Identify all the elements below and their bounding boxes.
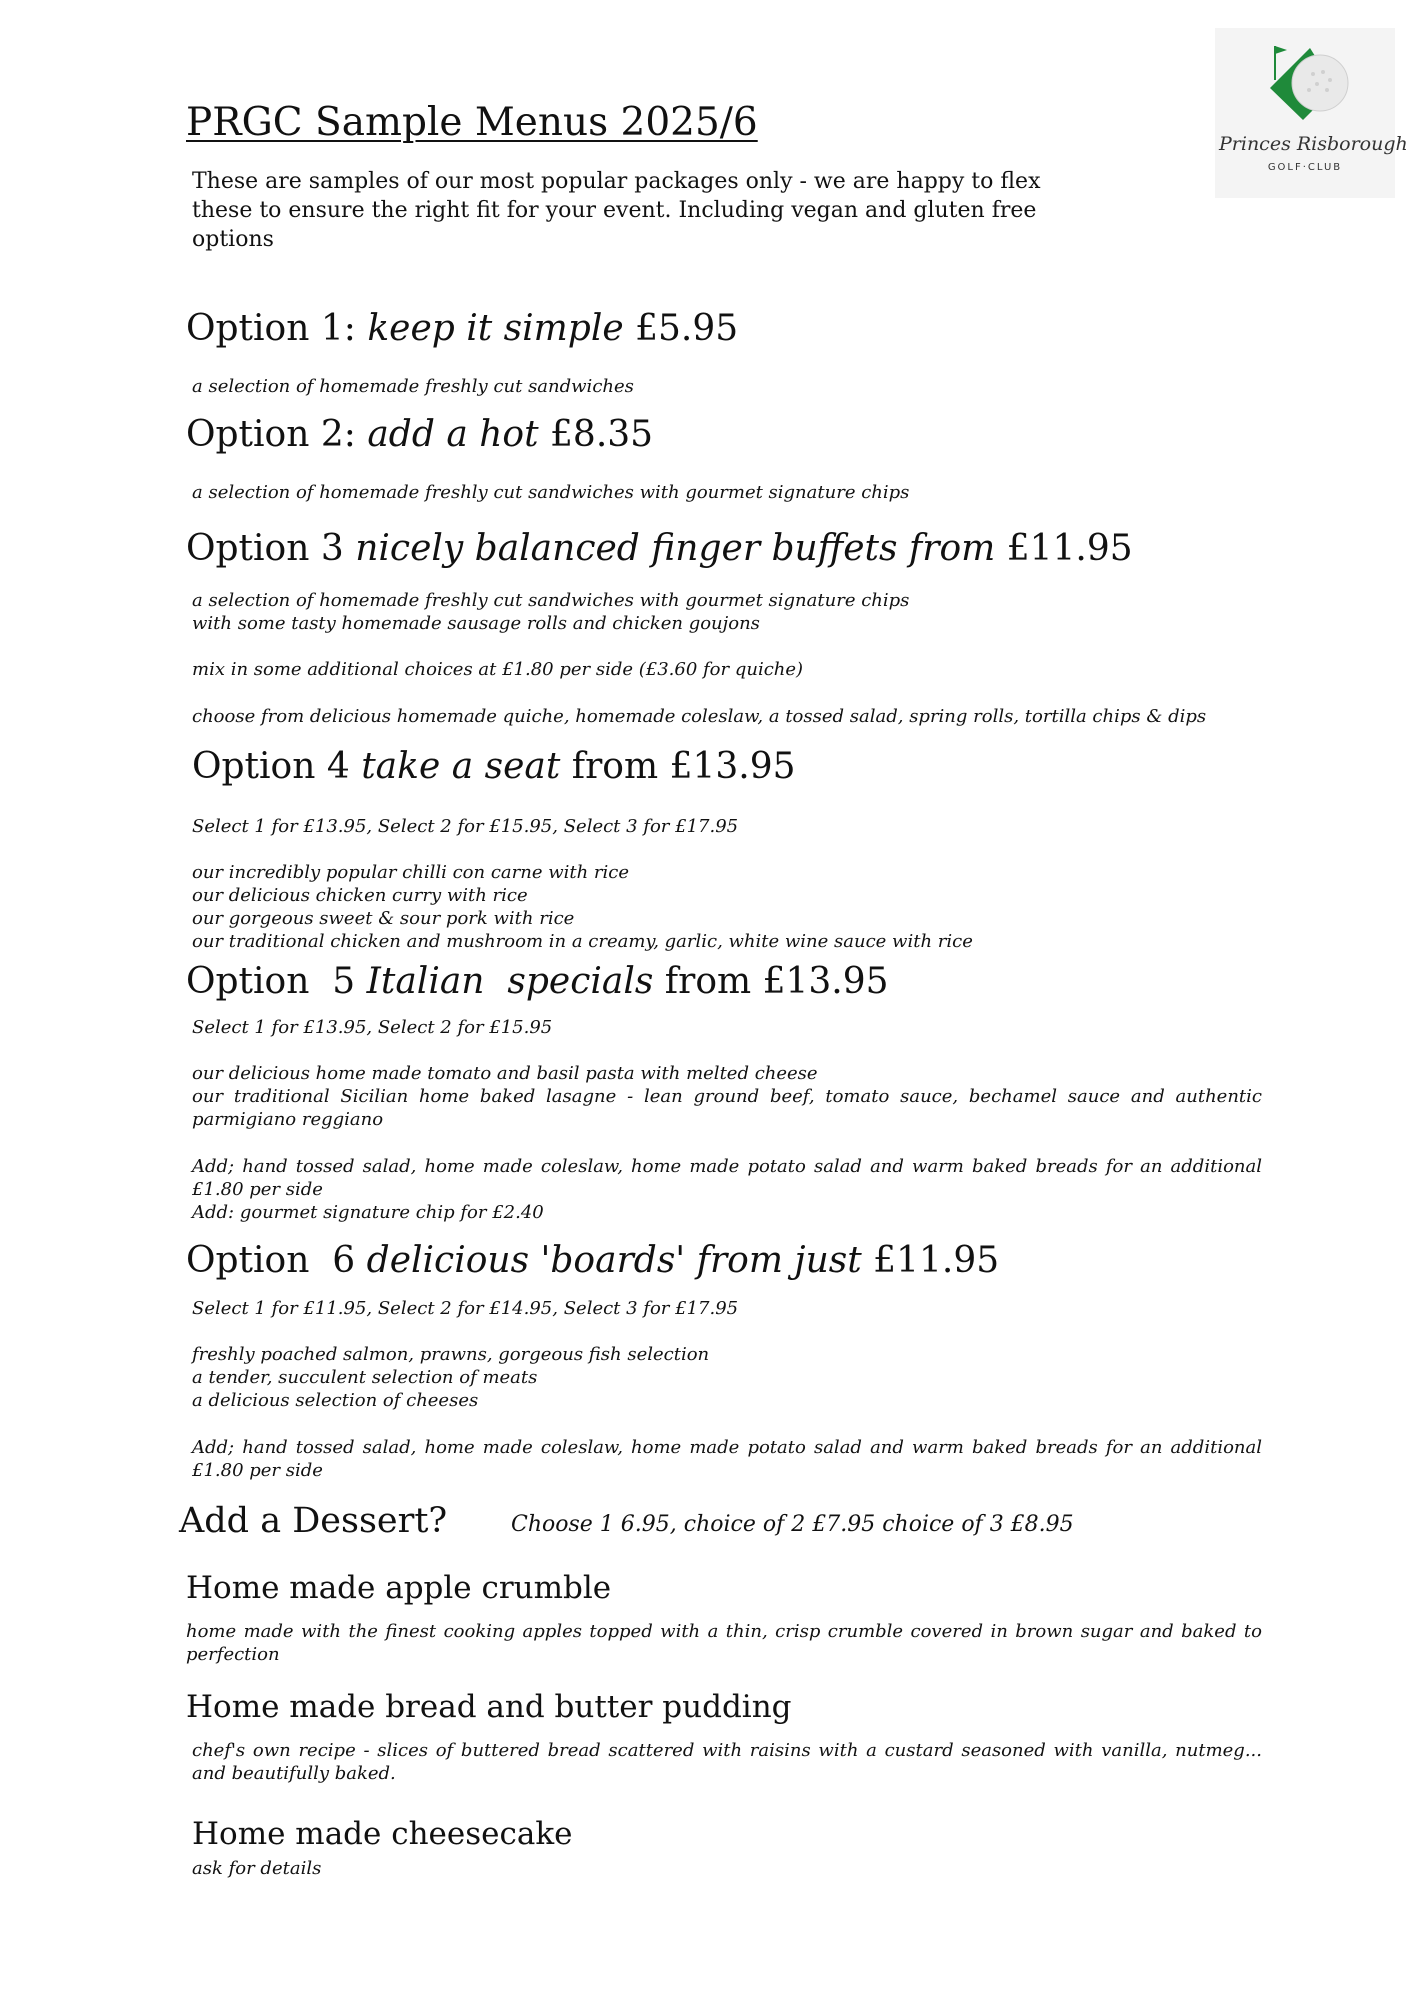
page-title: PRGC Sample Menus 2025/6 <box>186 100 758 145</box>
option4-from: from <box>571 746 659 787</box>
option1-label: Option 1: <box>186 308 356 349</box>
option3-desc2: with some tasty homemade sausage rolls and chicken goujons <box>192 613 760 634</box>
option3-desc1: a selection of homemade freshly cut sandwiches with gourmet signature chips <box>192 590 910 611</box>
option6-label: Option 6 <box>186 1240 356 1281</box>
option2-name: add a hot <box>367 414 539 455</box>
option5-heading <box>186 961 889 1002</box>
dessert-name: Home made bread and butter pudding <box>186 1689 792 1725</box>
option6-select: Select 1 for £11.95, Select 2 for £14.95, Select 3 for £17.95 <box>192 1298 739 1319</box>
option4-select: Select 1 for £13.95, Select 2 for £15.95, Select 3 for £17.95 <box>192 816 739 837</box>
dessert-name: Home made apple crumble <box>186 1570 612 1606</box>
list-item: freshly poached salmon, prawns, gorgeous fish selection <box>192 1344 710 1365</box>
option2-heading <box>186 414 653 455</box>
option3-extra: mix in some additional choices at £1.80 per side (£3.60 for quiche) <box>192 659 804 680</box>
option4-price: £13.95 <box>669 746 796 787</box>
option5-label: Option 5 <box>186 961 356 1002</box>
option6-heading <box>186 1240 999 1281</box>
option5-name: Italian specials <box>366 961 654 1002</box>
club-logo <box>1215 28 1408 198</box>
option5-add1: Add; hand tossed salad, home made coleslaw, home made potato salad and warm baked breads for an additional £1.80 per side <box>192 1156 1262 1200</box>
option4-name: take a seat <box>361 746 561 787</box>
option2-price: £8.35 <box>550 414 654 455</box>
list-item: a delicious selection of cheeses <box>192 1390 479 1411</box>
option6-price: £11.95 <box>873 1240 1000 1281</box>
option5-item2: our traditional Sicilian home baked lasagne - lean ground beef, tomato sauce, bechamel sauce and authentic parmigiano reggiano <box>192 1086 1262 1130</box>
option1-price: £5.95 <box>635 308 739 349</box>
option2-label: Option 2: <box>186 414 356 455</box>
dessert-desc: home made with the finest cooking apples topped with a thin, crisp crumble covered in brown sugar and baked to perfection <box>186 1621 1262 1665</box>
option6-add: Add; hand tossed salad, home made coleslaw, home made potato salad and warm baked breads for an additional £1.80 per side <box>192 1437 1262 1481</box>
option3-price: £11.95 <box>1006 528 1133 569</box>
list-item: a tender, succulent selection of meats <box>192 1367 538 1388</box>
option4-heading <box>192 746 796 787</box>
option5-item1: our delicious home made tomato and basil pasta with melted cheese <box>192 1063 818 1084</box>
list-item: our delicious chicken curry with rice <box>192 885 528 906</box>
option4-label: Option 4 <box>192 746 350 787</box>
option3-name: nicely balanced finger buffets from <box>355 528 996 569</box>
list-item: our incredibly popular chilli con carne with rice <box>192 862 630 883</box>
option3-label: Option 3 <box>186 528 344 569</box>
intro-text: These are samples of our most popular packages only - we are happy to flex these to ensure the right fit for your event. Including vegan and gluten free options <box>192 169 1041 252</box>
logo-sub-text: GOLF·CLUB <box>1267 162 1343 173</box>
dessert-name: Home made cheesecake <box>192 1816 573 1852</box>
list-item: our gorgeous sweet & sour pork with rice <box>192 908 575 929</box>
option5-from: from <box>664 961 752 1002</box>
list-item: our traditional chicken and mushroom in a creamy, garlic, white wine sauce with rice <box>192 931 973 952</box>
dessert-heading: Add a Dessert? <box>179 1501 448 1541</box>
option1-name: keep it simple <box>367 308 624 349</box>
dessert-desc: ask for details <box>192 1858 322 1879</box>
option5-add2: Add: gourmet signature chip for £2.40 <box>192 1202 544 1223</box>
option3-heading <box>186 528 1133 569</box>
option5-select: Select 1 for £13.95, Select 2 for £15.95 <box>192 1017 553 1038</box>
option2-desc: a selection of homemade freshly cut sandwiches with gourmet signature chips <box>192 482 910 503</box>
option3-choices: choose from delicious homemade quiche, homemade coleslaw, a tossed salad, spring rolls, tortilla chips & dips <box>192 706 1207 727</box>
option1-heading <box>186 308 738 349</box>
option6-name: delicious 'boards' from just <box>366 1240 862 1281</box>
option5-price: £13.95 <box>762 961 889 1002</box>
dessert-desc: chef's own recipe - slices of buttered bread scattered with raisins with a custard seasoned with vanilla, nutmeg... and beautifully baked. <box>192 1740 1262 1784</box>
option1-desc: a selection of homemade freshly cut sandwiches <box>192 376 634 397</box>
logo-script-text: Princes Risborough <box>1219 133 1408 155</box>
dessert-pricing: Choose 1 6.95, choice of 2 £7.95 choice of 3 £8.95 <box>511 1512 1074 1537</box>
